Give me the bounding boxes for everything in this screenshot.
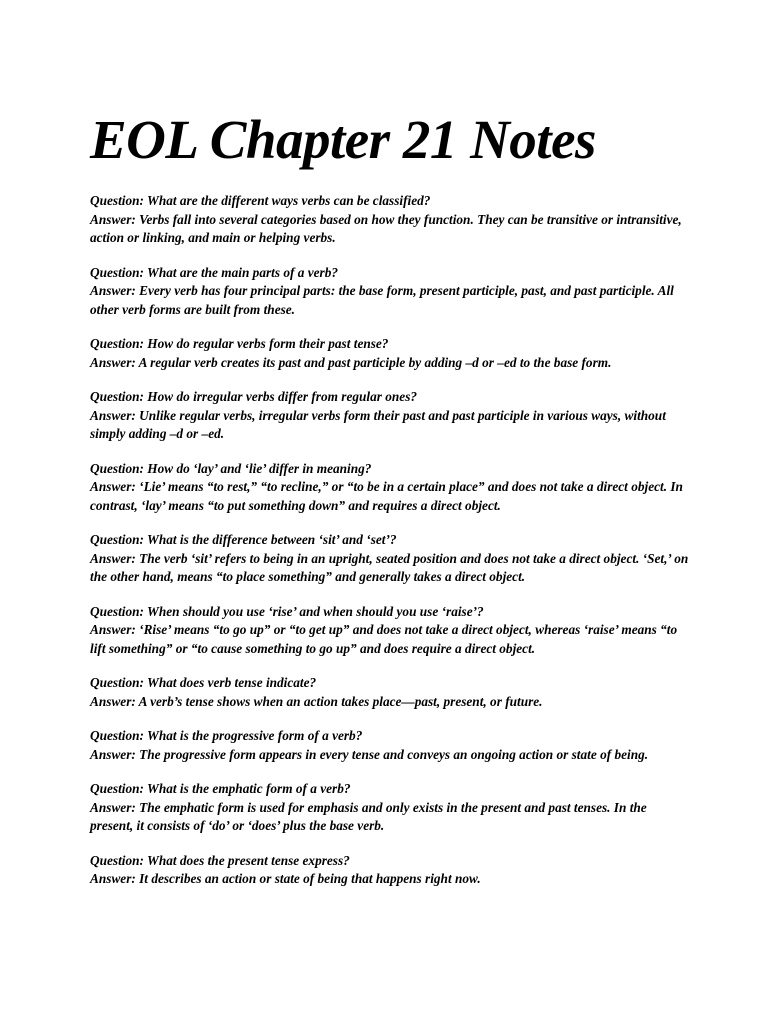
qa-item — [90, 780, 690, 836]
question-text: Question: What does verb tense indicate? — [90, 675, 317, 690]
qa-item — [90, 852, 690, 889]
qa-item — [90, 531, 690, 587]
answer-text: Answer: ‘Lie’ means “to rest,” “to recline,” or “to be in a certain place” and does not take a direct object. In contrast, ‘lay’ means “to put something down” and requires a direct object. — [90, 479, 683, 513]
answer-text: Answer: Unlike regular verbs, irregular verbs form their past and past participle in various ways, without simply adding –d or –ed. — [90, 407, 666, 441]
answer-text: Answer: The progressive form appears in every tense and conveys an ongoing action or state of being. — [90, 746, 649, 762]
answer-text: Answer: A regular verb creates its past and past participle by adding –d or –ed to the base form. — [90, 354, 612, 370]
question-text: Question: What is the emphatic form of a verb? — [90, 781, 351, 796]
answer-text: Answer: Every verb has four principal parts: the base form, present participle, past, and past participle. All other verb forms are built from these. — [90, 283, 674, 317]
qa-item — [90, 388, 690, 444]
qa-item — [90, 460, 690, 516]
question-text: Question: What is the progressive form of a verb? — [90, 728, 363, 743]
qa-item — [90, 192, 690, 248]
question-text: Question: What are the main parts of a verb? — [90, 264, 338, 280]
document-page — [90, 108, 690, 905]
qa-item — [90, 264, 690, 320]
question-text: Question: How do regular verbs form their past tense? — [90, 336, 389, 351]
answer-text: Answer: A verb’s tense shows when an action takes place—past, present, or future. — [90, 693, 543, 709]
question-text: Question: When should you use ‘rise’ and when should you use ‘raise’? — [90, 603, 484, 619]
answer-text: Answer: Verbs fall into several categories based on how they function. They can be transitive or intransitive, action or linking, and main or helping verbs. — [90, 211, 682, 245]
qa-item — [90, 727, 690, 764]
qa-item — [90, 603, 690, 659]
qa-item — [90, 335, 690, 372]
question-text: Question: How do ‘lay’ and ‘lie’ differ in meaning? — [90, 460, 372, 476]
answer-text: Answer: The verb ‘sit’ refers to being in an upright, seated position and does not take a direct object. ‘Set,’ on the other hand, means “to place something” and generally takes a direct object. — [90, 550, 689, 584]
answer-text: Answer: ‘Rise’ means “to go up” or “to get up” and does not take a direct object, whereas ‘raise’ means “to lift something” or “to cause something to go up” and does require a direct object. — [90, 622, 678, 656]
answer-text: Answer: The emphatic form is used for emphasis and only exists in the present and past tenses. In the present, it consists of ‘do’ or ‘does’ plus the base verb. — [90, 799, 647, 833]
question-text: Question: What does the present tense express? — [90, 852, 350, 868]
qa-item — [90, 674, 690, 711]
answer-text: Answer: It describes an action or state of being that happens right now. — [90, 871, 481, 886]
page-title: EOL Chapter 21 Notes — [90, 109, 596, 170]
question-text: Question: How do irregular verbs differ from regular ones? — [90, 389, 418, 404]
question-text: Question: What is the difference between ‘sit’ and ‘set’? — [90, 532, 397, 547]
question-text: Question: What are the different ways verbs can be classified? — [90, 193, 431, 208]
